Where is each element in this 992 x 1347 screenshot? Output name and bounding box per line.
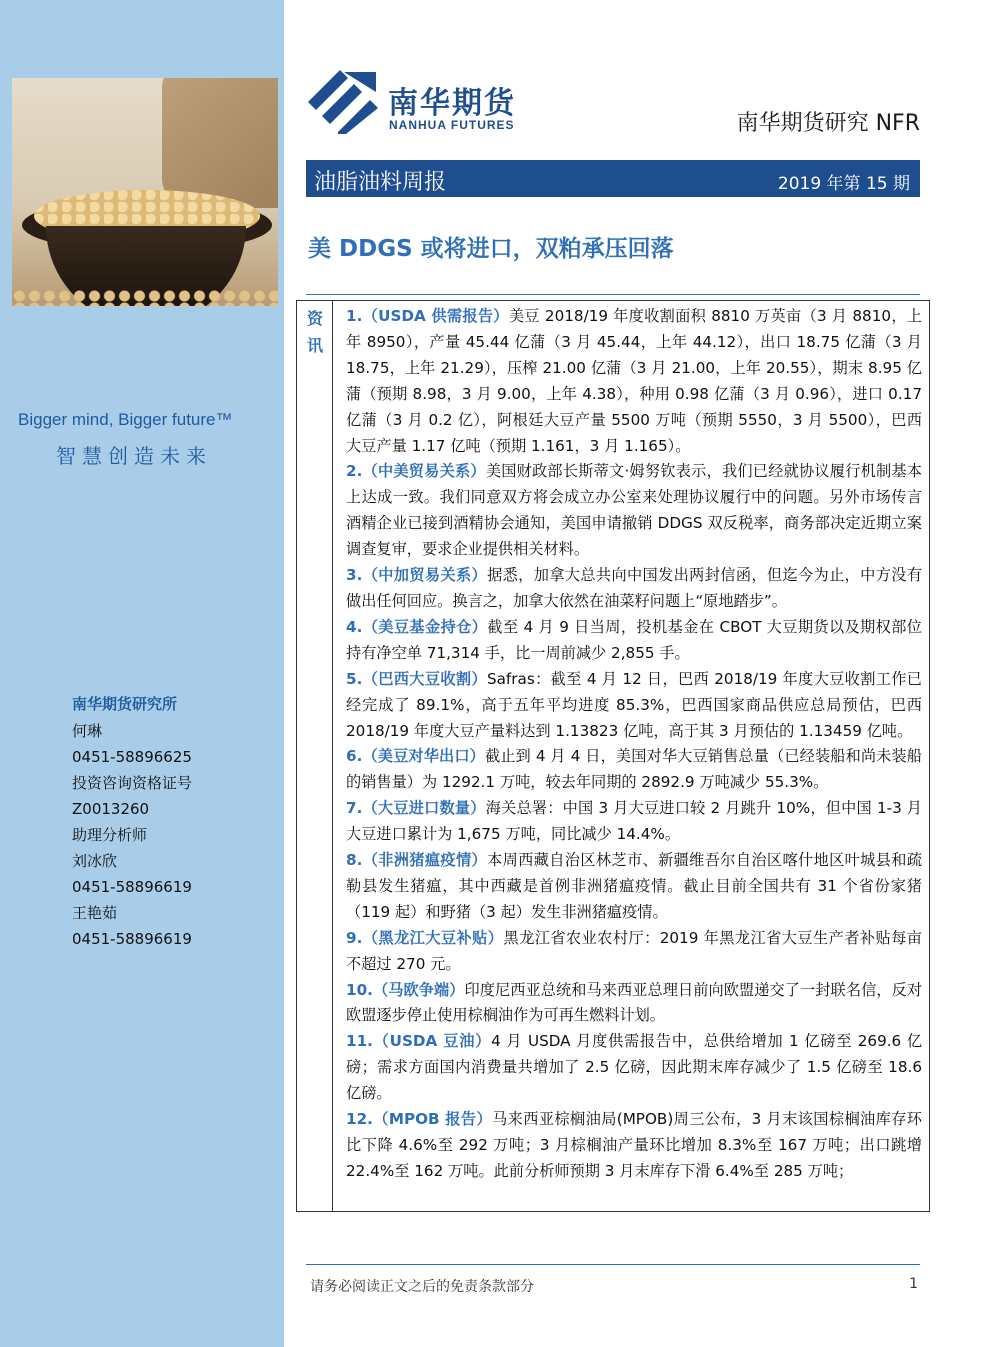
news-item-head: 3.（中加贸易关系） (346, 566, 488, 585)
news-tag: 资讯 (307, 309, 324, 355)
research-label: 南华期货研究 NFR (736, 111, 920, 136)
news-item-head: 10.（马欧争端） (346, 980, 465, 999)
contact-line: 0451-58896625 (72, 748, 192, 766)
brand-name-english: NANHUA FUTURES (389, 118, 515, 132)
contact-line: 王艳茹 (72, 904, 118, 922)
contact-line: 助理分析师 (72, 826, 148, 844)
brand-name-chinese: 南华期货 (388, 86, 516, 121)
divider (306, 294, 920, 295)
news-item-head: 12.（MPOB 报告） (346, 1110, 493, 1129)
report-name: 油脂油料周报 (314, 170, 447, 195)
contact-line: 刘冰欣 (72, 852, 118, 870)
news-item-body: 美国财政部长斯蒂文·姆努钦表示，我们已经就协议履行机制基本上达成一致。我们同意双方将会成立办公室来处理协议履行中的问题。另外市场传言酒精企业已接到酒精协会通知，美国申请撤销 DDGS 双反税率，商务部决定近期立案调查复审，要求企业提供相关材料。 (346, 462, 923, 559)
news-item (346, 667, 922, 745)
news-item (346, 1107, 922, 1185)
page-number: 1 (909, 1276, 918, 1292)
news-item (346, 615, 922, 667)
footer-divider (306, 1264, 920, 1265)
contact-line: 投资咨询资格证号 (72, 774, 193, 792)
news-item-body: 本周西藏自治区林芝市、新疆维吾尔自治区喀什地区叶城县和疏勒县发生猪瘟，其中西藏是首例非洲猪瘟疫情。截止目前全国共有 31 个省份家猪（119 起）和野猪（3 起）发生非洲猪瘟疫情。 (346, 851, 923, 921)
news-item-head: 9.（黑龙江大豆补贴） (346, 928, 504, 947)
news-item (346, 304, 922, 459)
contact-line: 何琳 (72, 722, 103, 740)
slogan-chinese: 智慧创造未来 (56, 444, 212, 468)
news-list (346, 304, 922, 1185)
sidebar (0, 0, 284, 1347)
news-item (346, 926, 922, 978)
news-item-head: 11.（USDA 豆油） (346, 1032, 492, 1051)
soybean-bowl-photo (12, 78, 278, 306)
headline: 美 DDGS 或将进口，双粕承压回落 (308, 236, 674, 262)
news-item-body: 海关总署：中国 3 月大豆进口较 2 月跳升 10%，但中国 1-3 月大豆进口累计为 1,675 万吨，同比减少 14.4%。 (346, 799, 922, 844)
news-item-body: 据悉，加拿大总共向中国发出两封信函，但迄今为止，中方没有做出任何回应。换言之，加拿大依然在油菜籽问题上“原地踏步”。 (346, 566, 923, 610)
news-item-head: 4.（美豆基金持仓） (346, 617, 488, 636)
slogan-english: Bigger mind, Bigger future™ (18, 410, 233, 429)
news-item (346, 459, 922, 563)
news-item-body: Safras：截至 4 月 12 日，巴西 2018/19 年度大豆收割工作已经完成了 89.1%，高于五年平均进度 85.3%，巴西国家商品供应总局预估，巴西 2018/19 年度大豆产量料达到 1.13823 亿吨，高于其 3 月预估的 1.13459 亿吨。 (346, 669, 922, 740)
news-item-body: 截止到 4 月 4 日，美国对华大豆销售总量（已经装船和尚未装船的销售量）为 1292.1 万吨，较去年同期的 2892.9 万吨减少 55.3%。 (346, 747, 922, 792)
news-item-head: 7.（大豆进口数量） (346, 799, 486, 818)
news-item (346, 1029, 922, 1107)
news-item (346, 978, 922, 1030)
nanhua-logo-icon (308, 70, 378, 134)
news-item-body: 截至 4 月 9 日当周，投机基金在 CBOT 大豆期货以及期权部位持有净空单 71,314 手，比一周前减少 2,855 手。 (346, 617, 922, 662)
contact-heading: 南华期货研究所 (72, 695, 178, 713)
contact-line: Z0013260 (72, 800, 150, 818)
issue-number: 2019 年第 15 期 (777, 174, 910, 194)
disclaimer: 请务必阅读正文之后的免责条款部分 (310, 1279, 534, 1295)
news-item (346, 563, 922, 615)
news-item-head: 8.（非洲猪瘟疫情） (346, 851, 488, 870)
news-item-body: 印度尼西亚总统和马来西亚总理日前向欧盟递交了一封联名信，反对欧盟逐步停止使用棕榈油作为可再生燃料计划。 (346, 980, 923, 1025)
contact-info (72, 693, 277, 952)
news-item-body: 马来西亚棕榈油局(MPOB)周三公布，3 月末该国棕榈油库存环比下降 4.6%至 292 万吨；3 月棕榈油产量环比增加 8.3%至 167 万吨；出口跳增 22.4%至 162 万吨。此前分析师预期 3 月末库存下滑 6.4%至 285 万吨； (346, 1110, 922, 1180)
contact-line: 0451-58896619 (72, 878, 192, 896)
news-item (346, 848, 922, 926)
news-item (346, 744, 922, 796)
news-item-body: 4 月 USDA 月度供需报告中，总供给增加 1 亿磅至 269.6 亿磅；需求方面国内消费量共增加了 2.5 亿磅，因此期末库存减少了 1.5 亿磅至 18.6 亿磅。 (346, 1032, 923, 1103)
news-item (346, 796, 922, 848)
news-item-body: 美豆 2018/19 年度收割面积 8810 万英亩（3 月 8810，上年 8950），产量 45.44 亿蒲（3 月 45.44，上年 44.12），出口 18.75 亿蒲（3 月 18.75，上年 21.29），压榨 21.00 亿蒲（3 月 21.00，上年 20.55），期末 8.95 亿蒲（预期 8.98，3 月 9.00，上年 4.38），种用 0.98 亿蒲（3 月 0.96），进口 0.17 亿蒲（3 月 0.2 亿），阿根廷大豆产量 5500 万吨（预期 5550，3 月 5500），巴西大豆产量 1.17 亿吨（预期 1.161，3 月 1.165）。 (346, 307, 922, 455)
news-item-head: 2.（中美贸易关系） (346, 462, 486, 481)
report-title-bar (306, 160, 920, 197)
contact-line: 0451-58896619 (72, 930, 192, 948)
news-item-body: 黑龙江省农业农村厅：2019 年黑龙江省大豆生产者补贴每亩不超过 270 元。 (346, 928, 922, 973)
news-item-head: 5.（巴西大豆收割） (346, 669, 487, 688)
news-item-head: 6.（美豆对华出口） (346, 747, 485, 766)
news-item-head: 1.（USDA 供需报告） (346, 307, 509, 325)
